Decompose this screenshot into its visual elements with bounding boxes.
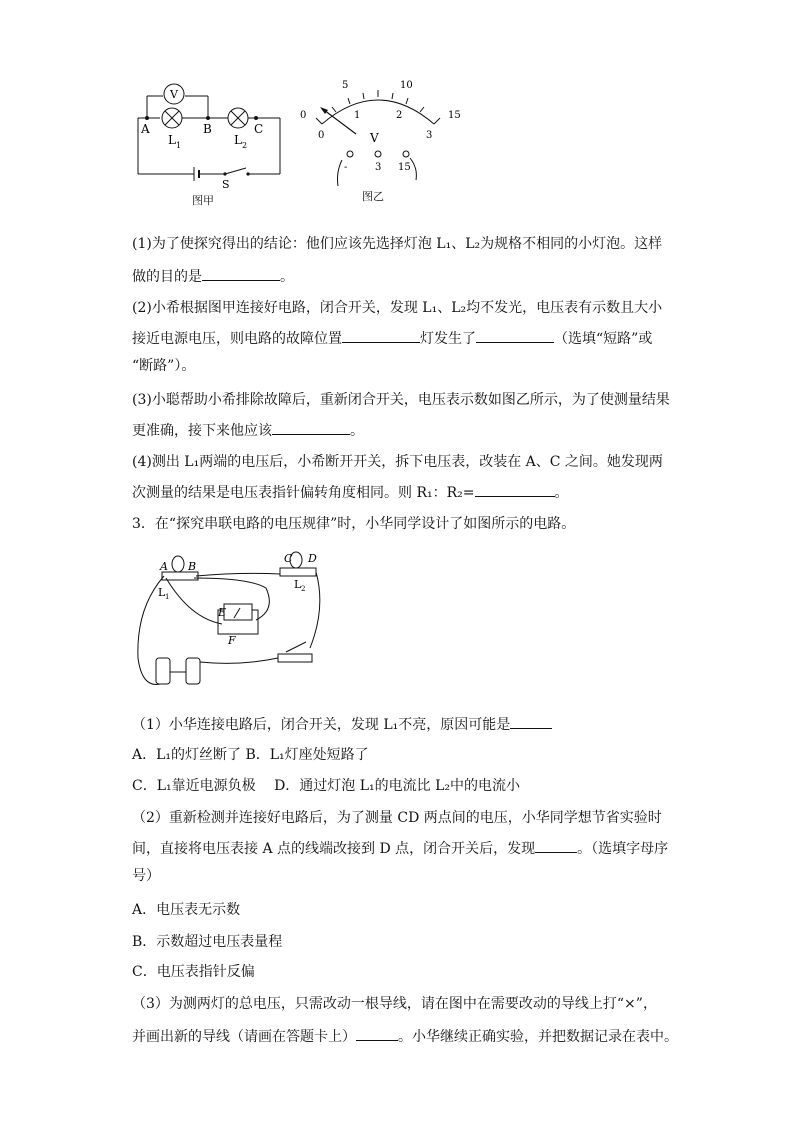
svg-text:B: B [188,560,197,573]
problem-3-stem: 3．在“探究串联电路的电压规律”时，小华同学设计了如图所示的电路。 [132,516,576,532]
svg-text:15: 15 [398,162,411,173]
svg-text:F: F [228,634,236,647]
problem-3-sub-2-option-a: A．电压表无示数 [132,902,241,918]
svg-text:A: A [141,122,150,136]
svg-text:2: 2 [396,110,403,121]
svg-text:L: L [168,133,176,147]
circuit-diagram-jia [130,78,290,210]
svg-text:L: L [234,133,242,147]
question-2-line-2: 接近电源电压，则电路的故障位置 灯发生了 （选填“短路”或 [132,328,652,349]
svg-text:B: B [203,122,212,136]
answer-blank[interactable] [272,420,350,435]
svg-text:1: 1 [165,593,170,601]
svg-text:2: 2 [242,141,248,150]
question-1-line-2: 做的目的是 。 [132,266,294,287]
problem-3-sub-2-line-1: （2）重新检测并连接好电路后，为了测量 CD 两点间的电压，小华同学想节省实验时 [132,810,662,826]
svg-text:D: D [308,552,317,565]
svg-text:10: 10 [400,80,413,91]
figure-caption-yi: 图乙 [362,190,384,203]
question-4-line-2: 次测量的结果是电压表指针偏转角度相同。则 R₁：R₂= 。 [132,482,569,503]
svg-text:L: L [158,586,166,599]
question-2-line-3: “断路”）。 [132,358,196,374]
svg-text:S: S [222,178,230,191]
answer-blank[interactable] [356,1026,398,1041]
answer-blank[interactable] [475,482,555,497]
problem-3-sub-2-line-3: 号） [132,868,160,884]
question-3-line-2: 更准确，接下来他应该 。 [132,420,364,441]
answer-blank[interactable] [476,328,554,343]
svg-text:V: V [370,131,379,145]
question-3-line-1: (3)小聪帮助小希排除故障后，重新闭合开关，电压表示数如图乙所示，为了使测量结果 [132,392,670,408]
svg-text:V: V [170,88,178,101]
question-4-line-1: (4)测出 L₁两端的电压后，小希断开开关，拆下电压表，改装在 A、C 之间。她发现两 [132,454,663,470]
problem-3-sub-2-option-b: B．示数超过电压表量程 [132,934,283,950]
svg-text:-: - [344,162,348,173]
problem-3-sub-2-line-2: 间，直接将电压表接 A 点的线端改接到 D 点，闭合开关后，发现 。（选填字母序 [132,838,668,859]
svg-text:0: 0 [300,110,307,121]
answer-blank[interactable] [535,838,577,853]
problem-3-sub-2-option-c: C．电压表指针反偏 [132,964,255,980]
problem-3-sub-3-line-2: 并画出新的导线（请画在答题卡上） 。小华继续正确实验，并把数据记录在表中。 [132,1026,678,1047]
svg-text:3: 3 [426,130,433,141]
svg-text:1: 1 [354,110,361,121]
svg-text:C: C [284,552,293,565]
answer-blank[interactable] [202,266,280,281]
problem-3-sub-1-option-cd: C．L₁靠近电源负极 D．通过灯泡 L₁的电流比 L₂中的电流小 [132,778,521,794]
problem-3-sub-1: （1）小华连接电路后，闭合开关，发现 L₁不亮，原因可能是 [132,714,552,735]
svg-text:E: E [218,606,227,619]
svg-text:1: 1 [176,141,182,150]
answer-blank[interactable] [510,714,552,729]
svg-text:5: 5 [342,80,349,91]
svg-text:L: L [294,578,302,591]
svg-text:0: 0 [318,130,325,141]
switch-symbol [225,168,246,174]
figure-caption-jia: 图甲 [192,194,214,207]
svg-text:2: 2 [301,585,306,593]
dial-needle [324,110,356,134]
question-1-line-1: (1)为了使探究得出的结论：他们应该先选择灯泡 L₁、L₂为规格不相同的小灯泡。这样 [132,236,663,252]
problem-3-sub-3-line-1: （3）为测两灯的总电压，只需改动一根导线，请在图中在需要改动的导线上打“×”， [132,996,657,1012]
svg-text:A: A [160,560,168,573]
svg-text:3: 3 [375,162,382,173]
voltmeter-dial-yi [292,72,464,198]
svg-text:C: C [254,122,264,136]
answer-blank[interactable] [342,328,420,343]
svg-text:15: 15 [448,110,461,121]
problem-3-sub-1-option-ab: A．L₁的灯丝断了 B．L₁灯座处短路了 [132,747,369,763]
circuit-photo-problem3 [130,548,340,696]
question-2-line-1: (2)小希根据图甲连接好电路，闭合开关，发现 L₁、L₂均不发光，电压表有示数且大小 [132,300,663,316]
